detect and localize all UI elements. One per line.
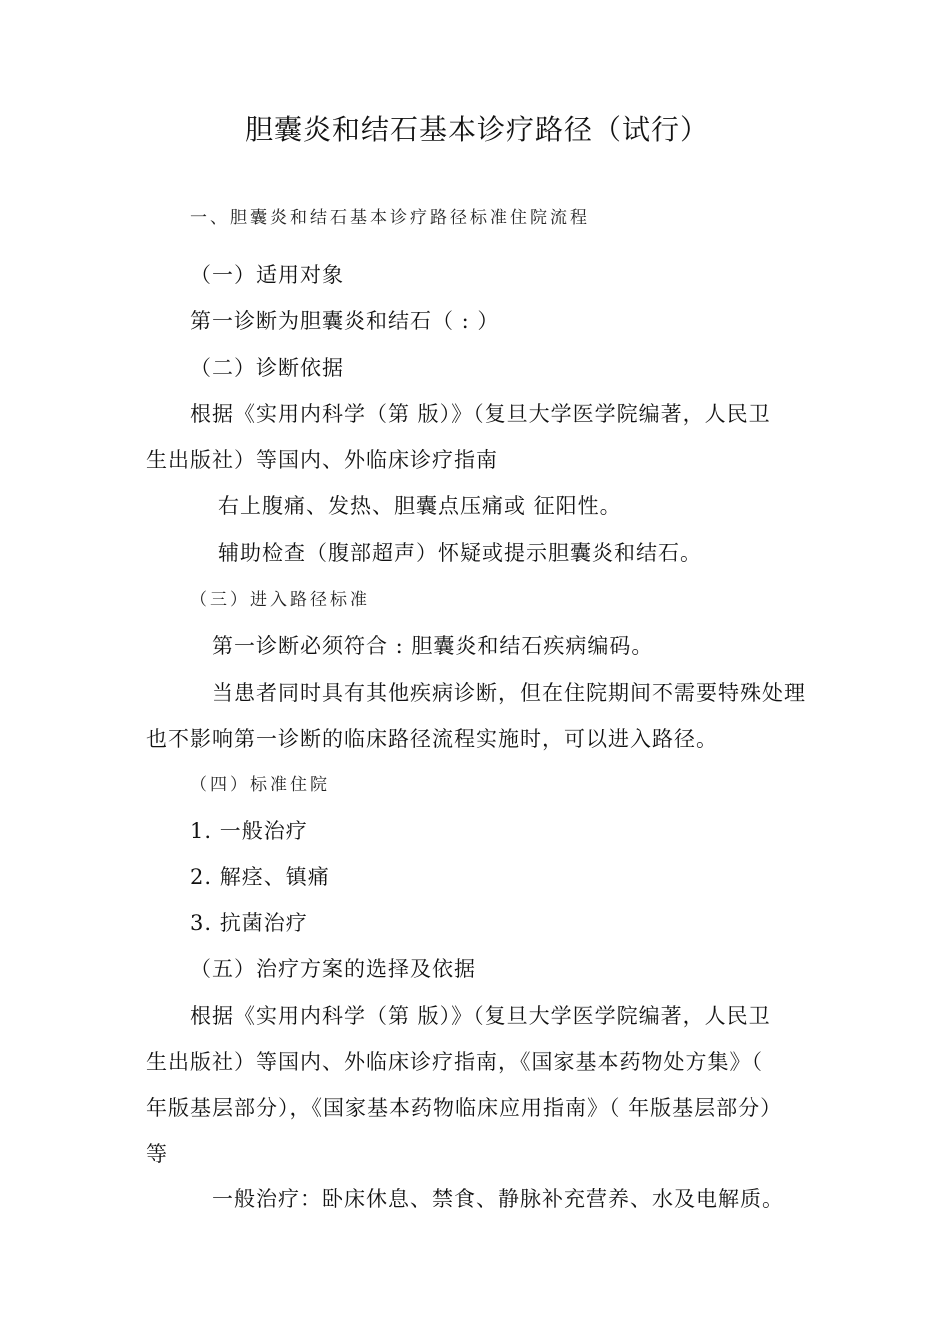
paragraph-line: 右上腹痛、发热、胆囊点压痛或 征阳性。 <box>218 494 622 518</box>
subsection-heading: （一）适用对象 <box>190 263 344 287</box>
paragraph-line: 第一诊断为胆囊炎和结石（ : ） <box>190 309 500 333</box>
subsection-heading: （二）诊断依据 <box>190 356 344 380</box>
paragraph-line: 辅助检查（腹部超声）怀疑或提示胆囊炎和结石。 <box>218 541 702 565</box>
list-item: 2. 解痉、镇痛 <box>190 865 330 889</box>
section-heading: 一、胆囊炎和结石基本诊疗路径标准住院流程 <box>190 208 590 228</box>
paragraph-line: 根据《实用内科学（第 版）》（复旦大学医学院编著，人民卫 <box>190 1004 771 1028</box>
list-item: 3. 抗菌治疗 <box>190 911 308 935</box>
section-heading: （三）进入路径标准 <box>190 590 370 610</box>
paragraph-line: 当患者同时具有其他疾病诊断，但在住院期间不需要特殊处理 <box>212 681 806 705</box>
document-title: 胆囊炎和结石基本诊疗路径（试行） <box>245 113 710 146</box>
paragraph-line: 年版基层部分），《国家基本药物临床应用指南》（ 年版基层部分） <box>146 1096 783 1120</box>
paragraph-line: 也不影响第一诊断的临床路径流程实施时，可以进入路径。 <box>146 727 718 751</box>
paragraph-line: 生出版社）等国内、外临床诊疗指南 <box>146 448 498 472</box>
subsection-heading: （五）治疗方案的选择及依据 <box>190 957 476 981</box>
paragraph-line: 第一诊断必须符合 : 胆囊炎和结石疾病编码。 <box>212 634 654 658</box>
list-item: 1. 一般治疗 <box>190 819 308 843</box>
paragraph-line: 生出版社）等国内、外临床诊疗指南，《国家基本药物处方集》（ <box>146 1050 763 1074</box>
paragraph-line: 一般治疗：卧床休息、禁食、静脉补充营养、水及电解质。 <box>212 1187 784 1211</box>
paragraph-line: 等 <box>146 1142 168 1166</box>
paragraph-line: 根据《实用内科学（第 版）》（复旦大学医学院编著，人民卫 <box>190 402 771 426</box>
section-heading: （四）标准住院 <box>190 775 330 795</box>
